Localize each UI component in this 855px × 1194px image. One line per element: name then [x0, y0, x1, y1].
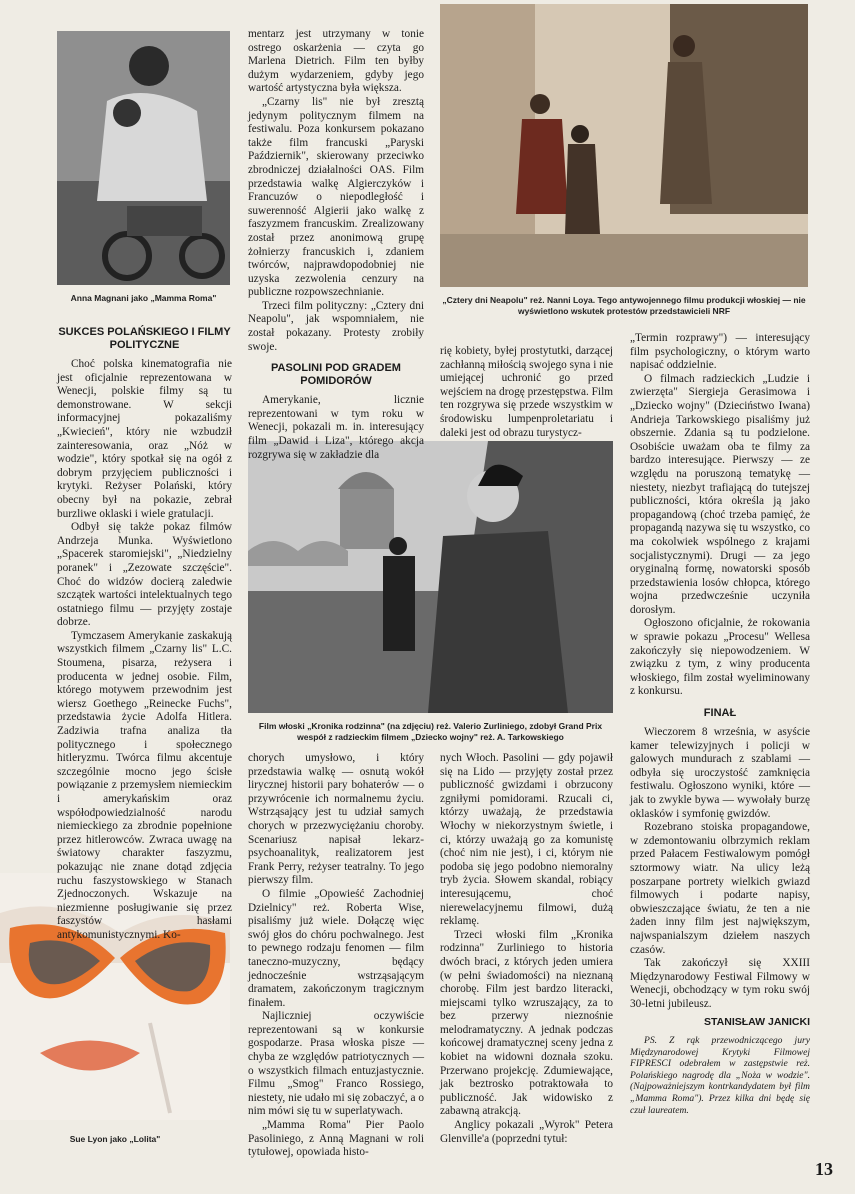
caption-magnani: Anna Magnani jako „Mamma Roma": [70, 293, 217, 303]
col4-paragraph-4: Wieczorem 8 września, w asyście kamer telewizyjnych i policji w galowych mundurach z szablami — odbyła się uroczystość zamknięcia festiwalu. Ogłoszono wyniki, które — jak to zwykle bywa — wywołały burzę oklasków i symfonię gwizdów.: [630, 726, 810, 820]
col4-paragraph-6: Tak zakończył się XXIII Międzynarodowy Festiwal Filmowy w Wenecji, obchodzący w tym roku swój 30-letni jubileusz.: [630, 957, 810, 1010]
col2-paragraph-8: „Mamma Roma" Pier Paolo Pasoliniego, z Anną Magnani w roli tytułowej, opowiada histo-: [248, 1119, 424, 1159]
heading-polanski: SUKCES POLAŃSKIEGO I FILMY POLITYCZNE: [58, 326, 231, 351]
column-4: [630, 332, 810, 1116]
col4-paragraph-3: Ogłoszono oficjalnie, że rokowania w sprawie pokazu „Procesu" Wellesa zakończyły się niepowodzeniem. W związku z tym, z winy producenta włoskiego, film został wyeliminowany z konkursu.: [630, 617, 810, 698]
photo-magnani: [57, 31, 230, 285]
column-3-top: [440, 345, 613, 440]
col3-paragraph-1: rię kobiety, byłej prostytutki, darzącej zachłanną miłością swojego syna i nie umiejącej uchronić go przed wejściem na drogę przestępstwa. Film ten rozgrywa się przede wszystkim w środowisku lumpenproletariatu i daleki jest od obrazu turystycz-: [440, 345, 613, 439]
neapol-illustration: [440, 4, 808, 287]
col2-paragraph-5: chorych umysłowo, i który przedstawia walkę — osnutą wokół lirycznej historii pary bohaterów — o przywrócenie ich normalnemu życiu. Wstrząsający jest tu udział samych chorych w przezwyciężaniu choroby. Scenariusz napisał lekarz-psychoanalityk, realizatorem jest Frank Perry, reżyser teatralny. To jego pierwszy film.: [248, 752, 424, 887]
heading-final: FINAŁ: [703, 707, 737, 720]
page-number: 13: [815, 1159, 833, 1179]
postscript: PS. Z rąk przewodniczącego jury Międzynarodowej Krytyki Filmowej FIPRESCI odebrałem w zastępstwie reż. Polańskiego nagrodę dla „Noża w wodzie". (Najpoważniejszym kontrkandydatem był film „Mamma Roma"). Przez kilka dni będę się czuł laureatem.: [630, 1035, 810, 1116]
photo-neapol: [440, 4, 808, 287]
col2-paragraph-4: Amerykanie, licznie reprezentowani w tym roku w Wenecji, pokazali m. in. interesujący film „Dawid i Liza", którego akcja rozgrywa się w zakładzie dla: [248, 394, 424, 461]
col1-paragraph-2: Odbył się także pokaz filmów Andrzeja Munka. Wyświetlono „Spacerek staromiejski", „Niedzielny poranek" i „Zezowate szczęście". Choć do widzów docierą zaledwie szczątek wartości intelektualnych tego ostatniego filmu — przyjęty zostaje dobrze.: [57, 521, 232, 629]
col3-paragraph-2: nych Włoch. Pasolini — gdy pojawił się na Lido — przyjęty został przez publiczność gwizdami i obrzucony zgniłymi pomidorami. Rzucali ci, którzy uważają, że przedstawia Włochy w niekorzystnym świetle, i ci, którzy uważają go za komunistę (choć nim nie jest), i ci, którym nie podoba się jego podobno niemoralny tryb życia. Słowem skandal, robiący interesującemu, choć nierewelacyjnemu filmowi, dużą reklamę.: [440, 752, 613, 928]
col2-paragraph-1: mentarz jest utrzymany w tonie ostrego oskarżenia — czyta go Marlena Dietrich. Film ten byłby dużym wydarzeniem, gdyby jego wartość artystyczna była większa.: [248, 28, 424, 95]
photo-kronika: [248, 441, 613, 713]
column-1: [57, 318, 232, 943]
col4-paragraph-2: O filmach radzieckich „Ludzie i zwierzęta" Siergieja Gerasimowa i „Dziecko wojny" (Dzieciństwo Iwana) Andrieja Tarkowskiego pisaliśmy już obszernie. Zdania są tu podzielone. Osobiście uważam oba te filmy za bardzo interesujące. Pierwszy — ze względu na poruszoną tematykę — niestety, niezbyt trafiającą do tutejszej publiczności, która określa ją jako propagandową (choć trzeba pamięć, że propagandą nazywa się tu wszystko, co ma cokolwiek wspólnego z krajami socjalistycznymi). Drugi — za jego oryginalną formę, nowatorski sposób przedstawienia losów chłopca, którego wojna przedwcześnie uczyniła dorosłym.: [630, 372, 810, 616]
caption-kronika: Film włoski „Kronika rodzinna" (na zdjęciu) reż. Valerio Zurliniego, zdobył Grand Prix wespół z radzieckim filmem „Dziecko wojny" reż. A. Tarkowskiego: [258, 721, 603, 742]
caption-lolita: Sue Lyon jako „Lolita": [69, 1134, 161, 1144]
heading-pasolini: PASOLINI POD GRADEM POMIDORÓW: [271, 362, 401, 388]
col2-paragraph-7: Najliczniej oczywiście reprezentowani są w konkursie gospodarze. Prasa włoska pisze — chyba ze względów patriotycznych — o wszystkich filmach entuzjastycznie. Filmu „Smog" Franco Rossiego, niestety, nie udało mi się zobaczyć, a o nim mówi się tu w superlatywach.: [248, 1010, 424, 1118]
col4-paragraph-5: Rozebrano stoiska propagandowe, w zdemontowaniu olbrzymich reklam przed Pałacem Festiwalowym pomógł sztormowy wiatr. Na ulicy leżą poszarpane portrety wielkich gwiazd filmowych i podarte napisy, obwieszczające światu, że ten a nie żaden inny film jest największym, najwspanialszym dziełem naszych czasów.: [630, 821, 810, 956]
col3-paragraph-3: Trzeci włoski film „Kronika rodzinna" Zurliniego to historia dwóch braci, z których jeden umiera (w pełni świadomości) na nieznaną chorobę. Film jest bardzo literacki, miejscami tylko wzruszający, za to bez przerwy nieznośnie melodramatyczny. A jednak podczas końcowej dramatycznej sceny jedna z kobiet na widowni doznała szoku. Przerwano projekcję. Zdumiewające, jak beztrosko potraktowała to publiczność. Jak widowisko z zabawną atrakcją.: [440, 928, 613, 1118]
col4-paragraph-1: „Termin rozprawy") — interesujący film psychologiczny, o którym warto napisać oddzielnie.: [630, 332, 810, 372]
col2-paragraph-2: „Czarny lis" nie był zresztą jedynym politycznym filmem na festiwalu. Poza konkursem pokazano także film francuski „Paryski Październik", skierowany przeciwko zbrodniczej działalności OAS. Film przedstawia walkę Algierczyków i Francuzów o niepodległość i suwerenność Algierii jako walkę z faszyzmem francuskim. Zrealizowany został przez anonimową grupę żołnierzy francuskich i, zdaniem twórców, najprawdopodobniej nie uzyska zezwolenia cenzury na publiczne rozpowszechnianie.: [248, 95, 424, 299]
column-3-bottom: [440, 752, 613, 1146]
col2-paragraph-6: O filmie „Opowieść Zachodniej Dzielnicy" reż. Roberta Wise, pisaliśmy już wiele. Dołączę więc swój głos do chóru pochwalnego. Jest to pewnego rodzaju fenomen — film taneczno-muzyczny, będący jednocześnie wstrząsającym dramatem, zakończonym tragicznym finałem.: [248, 887, 424, 1009]
column-2-top: [248, 28, 424, 462]
col1-paragraph-3: Tymczasem Amerykanie zaskakują wszystkich filmem „Czarny lis" L.C. Stoumena, pisarza, reżysera i producenta w jednej osobie. Film, którego motywem przewodnim jest wiersz Goethego „Reinecke Fuchs", przedstawia życie Adolfa Hitlera. Zadziwia trafna analiza tła politycznego i społecznego hitleryzmu. Twórca filmu akcentuje szczególnie mocno jego ścisłe powiązanie z przemysłem niemieckim i amerykańskim oraz współodpowiedzialność narodu niemieckiego za zbrodnie popełnione przez hitlerowców. Zwraca uwagę na światowy charakter faszyzmu, pokazując nie znane dotąd zdjęcia ruchu faszystowskiego w Stanach Zjednoczonych. Wskazuje na niezmienne posługiwanie się przez faszystów hasłami antykomunistycznymi. Ko-: [57, 629, 232, 941]
col1-paragraph-1: Choć polska kinematografia nie jest oficjalnie reprezentowana w Wenecji, polskie filmy są tu demonstrowane. W sekcji informacyjnej pokazaliśmy „Kwiecień", który nie wzbudził zainteresowania, oraz „Nóż w wodzie", który spotkał się na ogół z dobrym przyjęciem publiczności i krytyki. Reżyser Polański, który obecny był na pokazie, zebrał burzliwe oklaski i wiele gratulacji.: [57, 358, 232, 520]
column-2-bottom: [248, 752, 424, 1160]
col2-paragraph-3: Trzeci film polityczny: „Cztery dni Neapolu", jak wspomniałem, nie został pokazany. Protesty zrobiły swoje.: [248, 299, 424, 353]
magnani-illustration: [57, 31, 230, 285]
kronika-illustration: [248, 441, 613, 713]
col3-paragraph-4: Anglicy pokazali „Wyrok" Petera Glenville'a (poprzedni tytuł:: [440, 1119, 613, 1145]
author-signature: STANISŁAW JANICKI: [704, 1015, 810, 1028]
caption-neapol: „Cztery dni Neapolu" reż. Nanni Loya. Tego antywojennego filmu produkcji włoskiej — nie wyświetlono wskutek protestów przedstawicieli NRF: [442, 295, 806, 316]
